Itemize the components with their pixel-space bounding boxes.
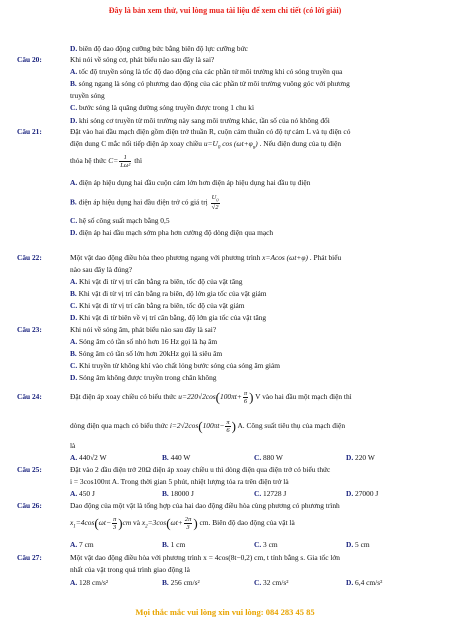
- question-21-stem-line1: Đặt vào hai đầu mạch điện gồm điện trở thuần R, cuộn cảm thuần có độ tự cảm L và tụ điện có: [70, 127, 351, 136]
- option-letter: D.: [346, 578, 354, 587]
- voltage-formula: $u=U_0$ $\cos (\omega t+\varphi_u)$: [203, 139, 258, 151]
- question-22-stem-line1: [70, 253, 438, 263]
- option-letter: A.: [70, 453, 78, 462]
- question-24-stem-line3: là: [70, 441, 76, 450]
- question-22-option-d: D. Khi vật đi từ biên về vị trí cân bằng, độ lớn gia tốc của vật tăng: [70, 313, 267, 322]
- question-24-option-c: C. 880 W: [254, 453, 283, 462]
- option-letter: A.: [70, 178, 78, 187]
- question-25-number: Câu 25:: [17, 465, 42, 474]
- question-24-stem-line2: [70, 416, 438, 436]
- option-letter: C.: [70, 301, 78, 310]
- option-letter: D.: [346, 453, 354, 462]
- question-21-stem-2a: điện dung C mắc nối tiếp điện áp xoay chiều: [70, 139, 202, 148]
- option-letter: A.: [70, 277, 78, 286]
- option-letter: D.: [346, 489, 354, 498]
- question-21-stem-3b: thì: [134, 156, 143, 165]
- question-26-options: [70, 540, 438, 550]
- option-letter: B.: [162, 453, 169, 462]
- option-letter: C.: [70, 361, 78, 370]
- prev-option-d: D. biên độ dao động cưỡng bức bằng biên độ lực cưỡng bức: [70, 44, 248, 53]
- question-20-option-b: B. sóng ngang là sóng có phương dao động của các phần tử môi trường vuông góc với phương: [70, 79, 350, 88]
- question-27-stem-1b: x = 4cos(8t−0,2) cm, t tính bằng s. Gia tốc lớn: [203, 553, 340, 562]
- question-23-number: Câu 23:: [17, 325, 42, 334]
- question-25-option-c: C. 12728 J: [254, 489, 287, 498]
- question-22-number: Câu 22:: [17, 253, 42, 262]
- question-20-option-d: D. khi sóng cơ truyền từ môi trường này sang môi trường khác, tần số của nó không đổi: [70, 116, 330, 125]
- option-letter: D.: [70, 116, 78, 125]
- question-23-option-a: A. Sóng âm có tần số nhỏ hơn 16 Hz gọi là hạ âm: [70, 337, 218, 346]
- question-27-option-c: C. 32 cm/s²: [254, 578, 289, 587]
- question-27-stem-line1: [70, 553, 438, 563]
- oscillation-formula: x=Acos (ωt+φ): [262, 253, 308, 262]
- capacitance-formula: C= $\frac{1}{\text{Lω²}}$: [108, 153, 131, 169]
- question-23-stem: Khi nói về sóng âm, phát biểu nào sau đây là sai?: [70, 325, 217, 334]
- question-23-option-b: B. Sóng âm có tần số lớn hơn 20kHz gọi là siêu âm: [70, 349, 223, 358]
- option-letter: D.: [70, 228, 78, 237]
- question-24-stem-1b: V vào hai đầu một mạch điện thì: [255, 392, 352, 401]
- question-23-option-c: C. Khi truyền từ không khí vào chất lỏng bước sóng của sóng âm giảm: [70, 361, 280, 370]
- question-20-option-a: A. tốc độ truyền sóng là tốc độ dao động của các phần tử môi trường khi có sóng truyền qua: [70, 67, 343, 76]
- option-letter: C.: [254, 489, 262, 498]
- option-letter: D.: [70, 373, 78, 382]
- x1-formula: $x_1=4\cos(\omega t-$ $\frac{\pi}{3}$ )cm: [70, 515, 132, 531]
- top-banner: Đây là bản xem thử, vui lòng mua tài liệu để xem chi tiết (có lời giải): [108, 6, 342, 15]
- question-25-stem-line2: i = 3cos100πt A. Trong thời gian 5 phút, nhiệt lượng tỏa ra trên điện trở là: [70, 477, 289, 486]
- question-22-stem-line2: nào sau đây là đúng?: [70, 265, 132, 274]
- option-letter: A.: [70, 489, 78, 498]
- question-24-option-d: D. 220 W: [346, 453, 375, 462]
- question-24-options: [70, 453, 438, 463]
- question-21-option-b: [70, 194, 438, 211]
- option-letter: C.: [254, 578, 262, 587]
- option-letter: B.: [162, 540, 169, 549]
- u0-over-root2: $\frac{U_0}{√2}$: [211, 194, 219, 212]
- option-letter: D.: [346, 540, 354, 549]
- option-letter: C.: [254, 540, 262, 549]
- question-24-option-a: A. 440√2 W: [70, 453, 107, 462]
- question-26-option-b: B. 1 cm: [162, 540, 186, 549]
- option-letter: B.: [70, 349, 77, 358]
- x2-formula: $x_2=3\cos(\omega t+$ $\frac{2\pi}{3}$ ): [141, 515, 198, 531]
- question-21-number: Câu 21:: [17, 127, 42, 136]
- question-23-option-d: D. Sóng âm không được truyền trong chân không: [70, 373, 217, 382]
- question-24-stem-1a: Đặt điện áp xoay chiều có biểu thức: [70, 392, 177, 401]
- option-letter: C.: [254, 453, 262, 462]
- bottom-banner: Mọi thắc mắc vui lòng xin vui lòng: 084 283 45 85: [135, 607, 315, 617]
- question-22-option-a: A. Khi vật đi từ vị trí cân bằng ra biên, tốc độ của vật tăng: [70, 277, 243, 286]
- option-letter: A.: [70, 540, 78, 549]
- question-21-option-b-text: B. điện áp hiệu dụng hai đầu điện trở có giá trị: [70, 197, 208, 207]
- question-27-option-a: A. 128 cm/s²: [70, 578, 109, 587]
- question-22-stem-1: Một vật dao động điều hòa theo phương ngang với phương trình: [70, 253, 261, 262]
- option-letter: A.: [70, 337, 78, 346]
- question-25-option-d: D. 27000 J: [346, 489, 379, 498]
- option-letter: D.: [70, 44, 78, 53]
- question-27-stem-1a: Một vật dao động điều hòa với phương trình: [70, 553, 202, 562]
- question-27-option-d: D. 6,4 cm/s²: [346, 578, 383, 587]
- voltage-u-formula: u=220√2cos(100πt+ $\frac{\pi}{6}$ ): [178, 389, 254, 405]
- question-26-option-d: D. 5 cm: [346, 540, 370, 549]
- option-letter: D.: [70, 313, 78, 322]
- question-20-option-b-cont: truyền sóng: [70, 91, 105, 100]
- question-25-options: [70, 489, 438, 499]
- question-25-option-a: A. 450 J: [70, 489, 95, 498]
- question-25-option-b: B. 18000 J: [162, 489, 194, 498]
- question-22-option-b: B. Khi vật đi từ vị trí cân bằng ra biên, độ lớn gia tốc của vật giảm: [70, 289, 267, 298]
- question-26-option-c: C. 3 cm: [254, 540, 278, 549]
- question-27-option-b: B. 256 cm/s²: [162, 578, 200, 587]
- option-letter: C.: [70, 103, 78, 112]
- option-letter: B.: [162, 578, 169, 587]
- question-21-option-c: C. hệ số công suất mạch bằng 0,5: [70, 216, 170, 225]
- question-21-option-d: D. điện áp hai đầu mạch sớm pha hơn cường độ dòng điện qua mạch: [70, 228, 274, 237]
- option-letter: B.: [70, 289, 77, 298]
- question-24-stem-line1: [70, 387, 438, 407]
- question-27-options: [70, 578, 438, 588]
- question-24-option-b: B. 440 W: [162, 453, 191, 462]
- question-26-option-a: A. 7 cm: [70, 540, 94, 549]
- current-i-formula: i=2√2cos(100πt− $\frac{\pi}{6}$ ): [169, 418, 237, 434]
- question-25-stem-line1: Đặt vào 2 đầu điện trở 20Ω điện áp xoay chiều u thì dòng điện qua điện trở có biểu thức: [70, 465, 331, 474]
- question-24-number: Câu 24:: [17, 392, 42, 401]
- question-21-stem-line3: [70, 153, 438, 169]
- question-27-number: Câu 27:: [17, 553, 42, 562]
- question-26-stem-line1: Dao động của một vật là tổng hợp của hai dao động điều hòa cùng phương có phương trình: [70, 501, 340, 510]
- question-21-option-a: A. điện áp hiệu dụng hai đầu cuộn cảm lớn hơn điện áp hiệu dụng hai đầu tụ điện: [70, 178, 311, 187]
- question-21-stem-line2: [70, 139, 438, 153]
- question-24-stem-2b: A. Công suất tiêu thụ của mạch điện: [237, 421, 346, 430]
- option-letter: B.: [162, 489, 169, 498]
- question-26-stem-line2: $x_1=4\cos(\omega t-$ $\frac{\pi}{3}$ )cm và $x_2=3\cos(\omega t+$ $\frac{2\pi}{3}$ ) cm. Biên độ dao động của vật là: [70, 515, 295, 531]
- option-letter: B.: [70, 79, 77, 88]
- question-21-stem-2b: . Nếu điện dung của tụ điện: [259, 139, 342, 148]
- option-letter: A.: [70, 578, 78, 587]
- question-26-stem-2: cm. Biên độ dao động của vật là: [199, 518, 295, 527]
- question-20-option-c: C. bước sóng là quãng đường sóng truyền được trong 1 chu kì: [70, 103, 255, 112]
- option-letter: A.: [70, 67, 78, 76]
- question-22-option-c: C. Khi vật đi từ vị trí cân bằng ra biên, tốc độ của vật giảm: [70, 301, 245, 310]
- question-22-stem-1b: . Phát biểu: [309, 253, 342, 262]
- question-24-stem-2a: dòng điện qua mạch có biểu thức: [70, 421, 169, 430]
- question-21-stem-3a: thỏa hệ thức: [70, 156, 107, 165]
- question-20-stem: Khi nói về sóng cơ, phát biểu nào sau đây là sai?: [70, 55, 215, 64]
- question-20-number: Câu 20:: [17, 55, 42, 64]
- question-26-number: Câu 26:: [17, 501, 42, 510]
- question-27-stem-line2: nhất của vật trong quá trình giao động là: [70, 565, 190, 574]
- option-letter: C.: [70, 216, 78, 225]
- option-letter: B.: [70, 197, 77, 207]
